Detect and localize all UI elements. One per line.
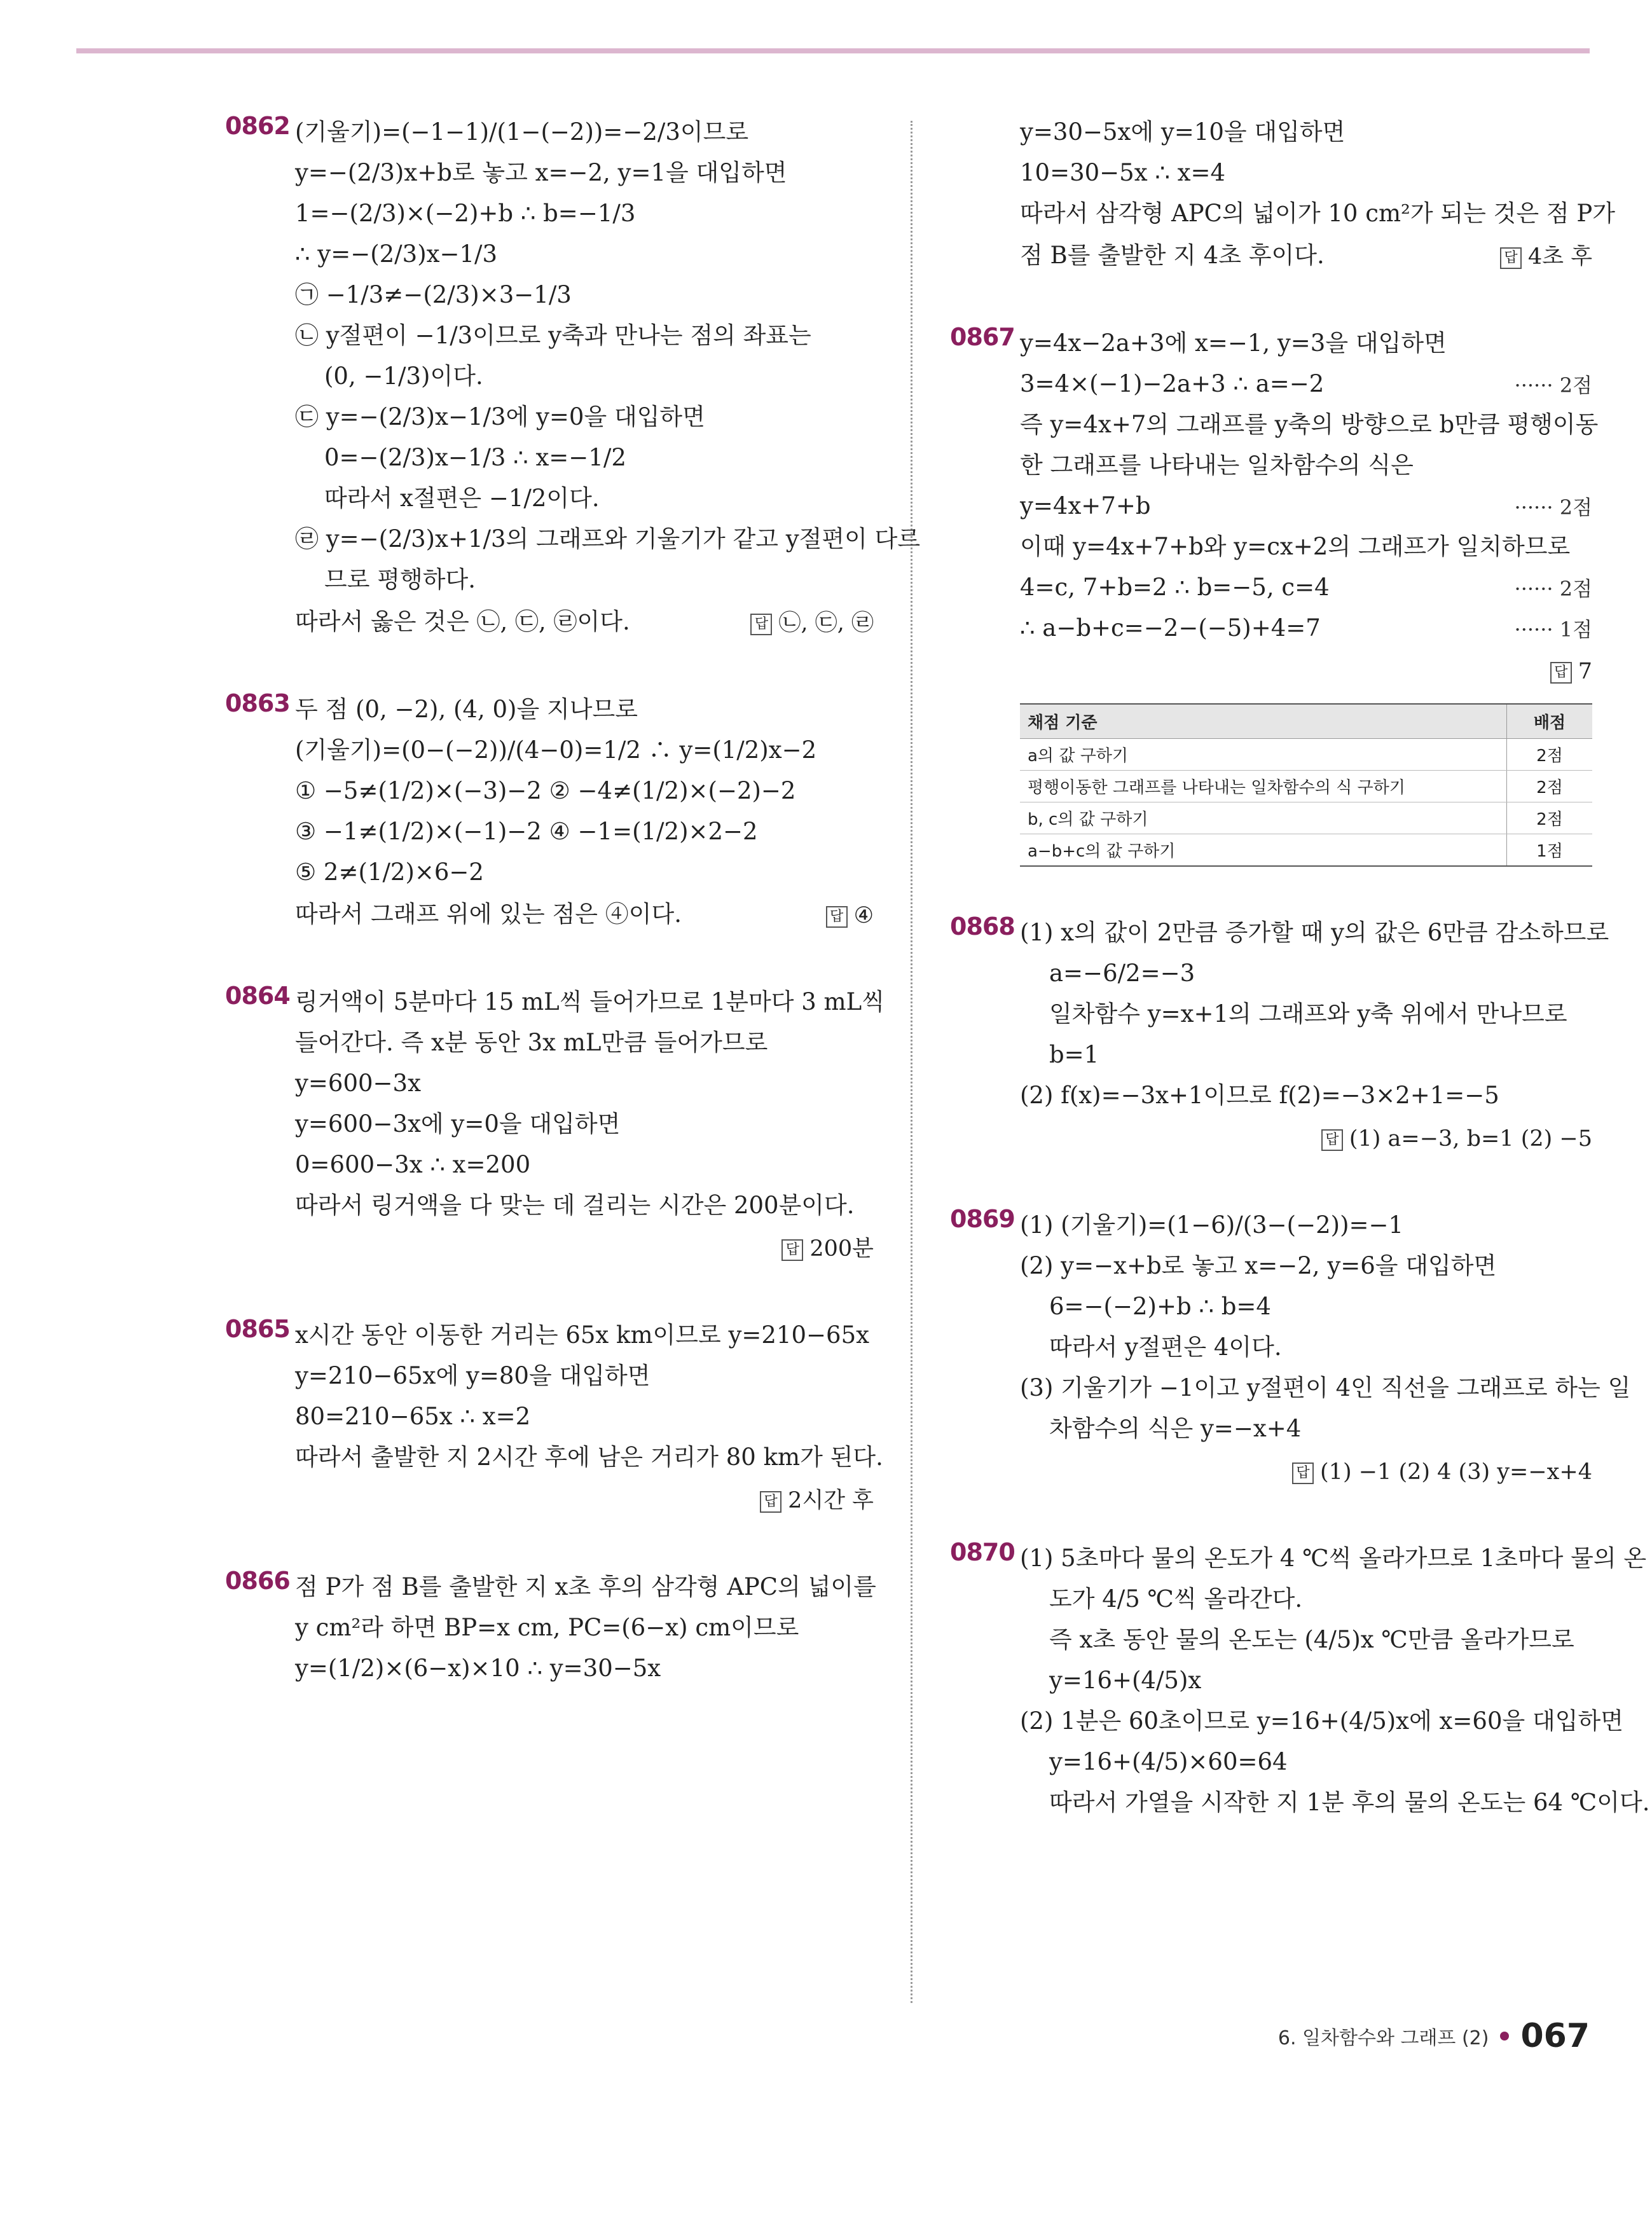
solution-line: 들어간다. 즉 x분 동안 3x mL만큼 들어가므로 (295, 1029, 768, 1056)
solution-line: ㉠ −1/3≠−(2/3)×3−1/3 (295, 281, 572, 308)
problem-number: 0862 (225, 112, 290, 140)
solution-line: b=1 (1049, 1041, 1099, 1068)
answer-mark: 답 (1550, 662, 1572, 684)
problem-0865 (225, 1315, 883, 1521)
solution-line: 따라서 x절편은 −1/2이다. (324, 485, 600, 512)
solution-line: 도가 4/5 ℃씩 올라간다. (1049, 1585, 1303, 1613)
solution-line: (0, −1/3)이다. (324, 362, 483, 390)
solution-line: ㉣ y=−(2/3)x+1/3의 그래프와 기울기가 같고 y절편이 다르 (295, 525, 921, 553)
score-note: ······ 2점 (1514, 495, 1592, 520)
solution-line: (1) 5초마다 물의 온도가 4 ℃씩 올라가므로 1초마다 물의 온 (1020, 1545, 1647, 1572)
solution-line: 따라서 가열을 시작한 지 1분 후의 물의 온도는 64 ℃이다. (1049, 1789, 1650, 1816)
solution-line: 0=600−3x ∴ x=200 (295, 1151, 531, 1178)
solution-line: (2) 1분은 60초이므로 y=16+(4/5)x에 x=60을 대입하면 (1020, 1707, 1623, 1735)
answer: 답 ④ (826, 895, 874, 936)
problem-number: 0863 (225, 689, 290, 717)
page-number: 067 (1520, 2017, 1590, 2055)
solution-line: y=(1/2)×(6−x)×10 ∴ y=30−5x (295, 1655, 661, 1682)
solution-line: (1) x의 값이 2만큼 증가할 때 y의 값은 6만큼 감소하므로 (1020, 919, 1609, 946)
answer: 답 200분 (295, 1229, 874, 1269)
solution-line: 80=210−65x ∴ x=2 (295, 1403, 531, 1430)
solution-line: 1=−(2/3)×(−2)+b ∴ b=−1/3 (295, 200, 636, 227)
solution-line: 4=c, 7+b=2 ∴ b=−5, c=4 (1020, 574, 1330, 601)
solution-line: (3) 기울기가 −1이고 y절편이 4인 직선을 그래프로 하는 일 (1020, 1374, 1631, 1401)
solution-line: 따라서 링거액을 다 맞는 데 걸리는 시간은 200분이다. (295, 1192, 855, 1219)
problem-0864 (225, 982, 885, 1269)
solution-line: y=−(2/3)x+b로 놓고 x=−2, y=1을 대입하면 (295, 159, 787, 186)
solution-line: 10=30−5x ∴ x=4 (1020, 159, 1226, 186)
answer: 답 7 (1020, 651, 1592, 692)
problem-number: 0870 (950, 1538, 1015, 1566)
solution-line: 이때 y=4x+7+b와 y=cx+2의 그래프가 일치하므로 (1020, 533, 1571, 560)
solution-line: ③ −1≠(1/2)×(−1)−2 ④ −1=(1/2)×2−2 (295, 818, 758, 845)
table-header-row (1020, 704, 1592, 739)
solution-line: 점 P가 점 B를 출발한 지 x초 후의 삼각형 APC의 넓이를 (295, 1573, 876, 1600)
solution-line: 링거액이 5분마다 15 mL씩 들어가므로 1분마다 3 mL씩 (295, 988, 885, 1015)
solution-line: y=16+(4/5)×60=64 (1049, 1748, 1288, 1775)
chapter-title: 6. 일차함수와 그래프 (2) (1277, 2027, 1489, 2049)
page-footer (1278, 2017, 1590, 2055)
table-cell: a−b+c의 값 구하기 (1020, 834, 1507, 867)
solution-line: 따라서 옳은 것은 ㉡, ㉢, ㉣이다. (295, 608, 630, 635)
answer-mark: 답 (1321, 1129, 1343, 1151)
solution-line: x시간 동안 이동한 거리는 65x km이므로 y=210−65x (295, 1321, 870, 1349)
problem-0870 (950, 1538, 1650, 1823)
solution-line: y=210−65x에 y=80을 대입하면 (295, 1362, 650, 1389)
answer-mark: 답 (1500, 247, 1522, 269)
solution-line: y=4x−2a+3에 x=−1, y=3을 대입하면 (1020, 329, 1447, 357)
solution-line: 따라서 삼각형 APC의 넓이가 10 cm²가 되는 것은 점 P가 (1020, 200, 1616, 227)
solution-line: 므로 평행하다. (324, 566, 476, 593)
table-cell: 2점 (1507, 739, 1593, 771)
solution-line: y cm²라 하면 BP=x cm, PC=(6−x) cm이므로 (295, 1614, 799, 1641)
solution-line: ㉡ y절편이 −1/3이므로 y축과 만나는 점의 좌표는 (295, 322, 811, 349)
solution-line: 차함수의 식은 y=−x+4 (1049, 1415, 1302, 1442)
problem-number: 0867 (950, 323, 1015, 351)
problem-0863 (225, 689, 874, 936)
solution-line: ∴ a−b+c=−2−(−5)+4=7 (1020, 614, 1321, 642)
solution-line: (2) f(x)=−3x+1이므로 f(2)=−3×2+1=−5 (1020, 1082, 1499, 1109)
solution-line: ① −5≠(1/2)×(−3)−2 ② −4≠(1/2)×(−2)−2 (295, 777, 796, 804)
solution-line: (기울기)=(−1−1)/(1−(−2))=−2/3이므로 (295, 118, 749, 146)
solution-line: (2) y=−x+b로 놓고 x=−2, y=6을 대입하면 (1020, 1252, 1497, 1279)
left-column (225, 112, 921, 1735)
answer: 답 4초 후 (1500, 237, 1592, 277)
table-header: 채점 기준 (1020, 704, 1507, 739)
solution-line: (기울기)=(0−(−2))/(4−0)=1/2 ∴ y=(1/2)x−2 (295, 736, 817, 764)
table-row (1020, 802, 1592, 834)
problem-0868 (950, 912, 1609, 1159)
solution-line: 한 그래프를 나타내는 일차함수의 식은 (1020, 451, 1414, 479)
column-divider (911, 121, 912, 2003)
solution-line: y=30−5x에 y=10을 대입하면 (1020, 118, 1346, 146)
table-cell: 2점 (1507, 802, 1593, 834)
table-cell: 1점 (1507, 834, 1593, 867)
solution-line: ∴ y=−(2/3)x−1/3 (295, 240, 498, 268)
table-cell: 평행이동한 그래프를 나타내는 일차함수의 식 구하기 (1020, 771, 1507, 802)
solution-line: (1) (기울기)=(1−6)/(3−(−2))=−1 (1020, 1211, 1404, 1239)
solution-line: 0=−(2/3)x−1/3 ∴ x=−1/2 (324, 444, 626, 471)
table-cell: a의 값 구하기 (1020, 739, 1507, 771)
problem-number: 0864 (225, 982, 290, 1010)
solution-line: 따라서 y절편은 4이다. (1049, 1333, 1282, 1361)
answer: 답 2시간 후 (295, 1480, 874, 1521)
problem-number: 0866 (225, 1567, 290, 1595)
answer-mark: 답 (781, 1239, 803, 1261)
solution-line: 즉 x초 동안 물의 온도는 (4/5)x ℃만큼 올라가므로 (1049, 1626, 1574, 1653)
problem-0862 (225, 112, 921, 644)
table-row (1020, 739, 1592, 771)
right-column (950, 112, 1650, 1869)
answer: 답 (1) −1 (2) 4 (3) y=−x+4 (1020, 1452, 1592, 1492)
bullet-icon (1500, 2032, 1509, 2041)
problem-0866-continued (950, 112, 1616, 277)
solution-line: a=−6/2=−3 (1049, 960, 1195, 987)
score-note: ······ 1점 (1514, 617, 1592, 642)
solution-line: 6=−(−2)+b ∴ b=4 (1049, 1293, 1271, 1320)
score-note: ······ 2점 (1514, 373, 1592, 397)
problem-0869 (950, 1205, 1631, 1492)
table-cell: b, c의 값 구하기 (1020, 802, 1507, 834)
answer: 답 (1) a=−3, b=1 (2) −5 (1020, 1118, 1592, 1159)
answer: 답 ㉡, ㉢, ㉣ (750, 603, 874, 644)
solution-line: 따라서 출발한 지 2시간 후에 남은 거리가 80 km가 된다. (295, 1443, 883, 1471)
problem-number: 0869 (950, 1205, 1015, 1233)
solution-line: y=600−3x에 y=0을 대입하면 (295, 1110, 621, 1138)
table-row (1020, 834, 1592, 867)
answer-mark: 답 (1292, 1463, 1314, 1484)
solution-line: y=600−3x (295, 1070, 421, 1097)
table-row (1020, 771, 1592, 802)
table-header: 배점 (1507, 704, 1593, 739)
top-rule (76, 48, 1590, 53)
solution-line: 3=4×(−1)−2a+3 ∴ a=−2 (1020, 370, 1325, 397)
solution-line: y=16+(4/5)x (1049, 1667, 1202, 1694)
grading-table (1020, 703, 1592, 867)
solution-line: 점 B를 출발한 지 4초 후이다. (1020, 242, 1325, 269)
answer-mark: 답 (760, 1491, 781, 1513)
solution-line: ㉢ y=−(2/3)x−1/3에 y=0을 대입하면 (295, 403, 705, 430)
answer-mark: 답 (826, 906, 848, 928)
solution-line: ⑤ 2≠(1/2)×6−2 (295, 858, 484, 886)
problem-0866 (225, 1567, 874, 1689)
solution-line: 따라서 그래프 위에 있는 점은 ④이다. (295, 900, 682, 928)
answer-mark: 답 (750, 614, 772, 635)
solution-line: 즉 y=4x+7의 그래프를 y축의 방향으로 b만큼 평행이동 (1020, 411, 1599, 438)
score-note: ······ 2점 (1514, 577, 1592, 601)
solution-line: 일차함수 y=x+1의 그래프와 y축 위에서 만나므로 (1049, 1000, 1567, 1028)
solution-line: 두 점 (0, −2), (4, 0)을 지나므로 (295, 696, 638, 723)
table-cell: 2점 (1507, 771, 1593, 802)
problem-number: 0865 (225, 1315, 290, 1343)
problem-number: 0868 (950, 912, 1015, 940)
solution-line: y=4x+7+b (1020, 492, 1151, 520)
problem-0867 (950, 323, 1599, 867)
